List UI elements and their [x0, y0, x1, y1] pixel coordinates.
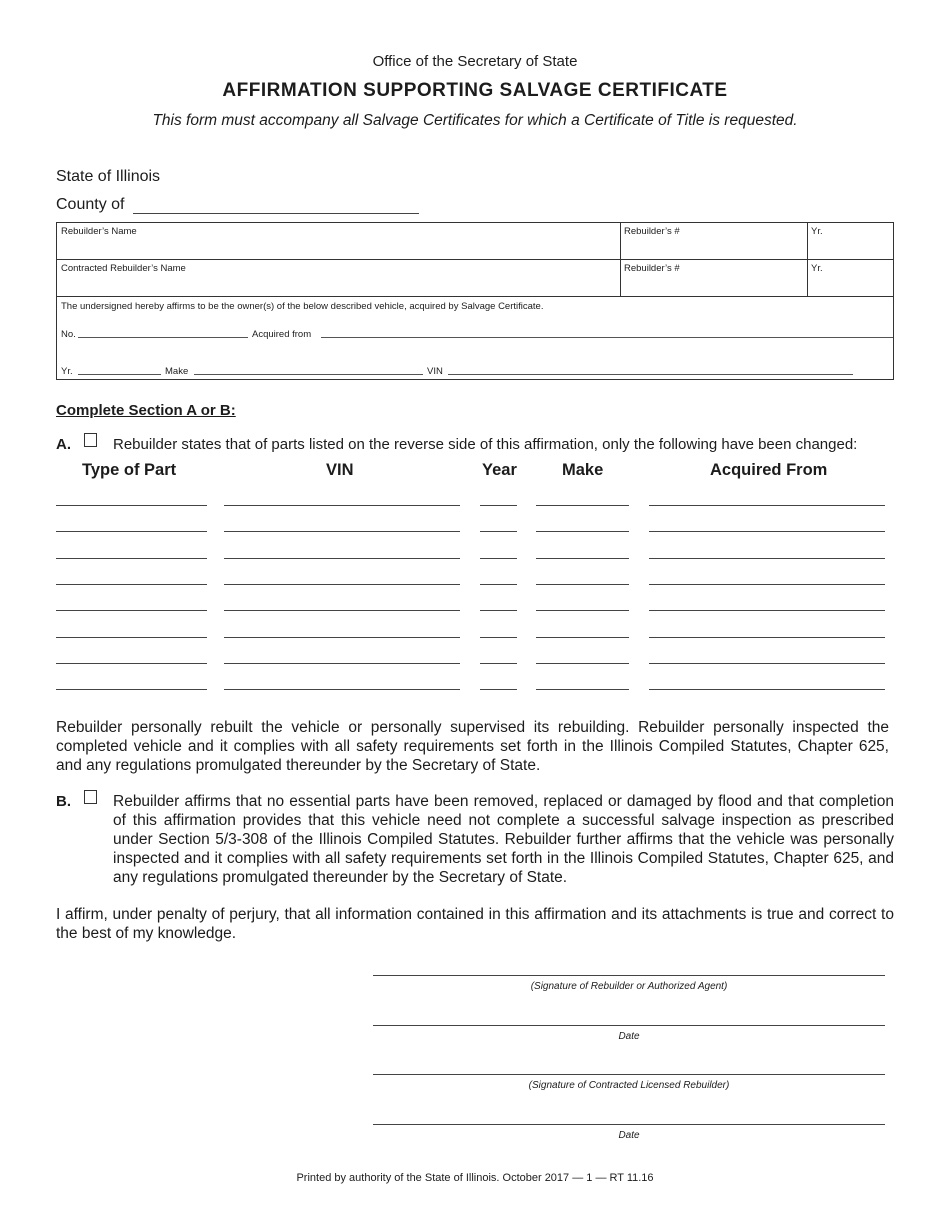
part-type-field[interactable]: [56, 505, 207, 506]
rebuilder-name-field[interactable]: Rebuilder’s Name: [61, 226, 137, 237]
part-year-field[interactable]: [480, 637, 517, 638]
part-year-field[interactable]: [480, 505, 517, 506]
part-type-field[interactable]: [56, 610, 207, 611]
part-type-field[interactable]: [56, 637, 207, 638]
rebuilder-number-field[interactable]: Rebuilder’s #: [624, 226, 680, 237]
section-instruction: Complete Section A or B:: [56, 402, 236, 419]
contracted-rebuilder-name-field[interactable]: Contracted Rebuilder’s Name: [61, 263, 186, 274]
part-make-field[interactable]: [536, 584, 629, 585]
part-vin-field[interactable]: [224, 531, 460, 532]
section-b-checkbox[interactable]: [84, 790, 97, 804]
part-type-field[interactable]: [56, 584, 207, 585]
part-type-field[interactable]: [56, 558, 207, 559]
county-field[interactable]: [133, 213, 419, 214]
make-label: Make: [165, 366, 189, 377]
vin-label: VIN: [427, 366, 443, 377]
perjury-affirmation: I affirm, under penalty of perjury, that all information contained in this affirmation and its attachments is true and correct to the best of my knowledge.: [56, 906, 894, 942]
part-vin-field[interactable]: [224, 558, 460, 559]
office-heading: Office of the Secretary of State: [372, 53, 578, 70]
part-make-field[interactable]: [536, 531, 629, 532]
section-b-letter: B.: [56, 793, 71, 810]
part-make-field[interactable]: [536, 505, 629, 506]
part-vin-field[interactable]: [224, 584, 460, 585]
col-acquired-from: Acquired From: [710, 461, 828, 479]
part-make-field[interactable]: [536, 689, 629, 690]
divider: [57, 296, 893, 297]
vehicle-year-field[interactable]: [78, 374, 161, 375]
part-make-field[interactable]: [536, 637, 629, 638]
vehicle-vin-field[interactable]: [448, 374, 853, 375]
part-year-field[interactable]: [480, 610, 517, 611]
col-type-of-part: Type of Part: [82, 461, 177, 479]
contracted-signature-caption: (Signature of Contracted Licensed Rebuilder): [528, 1080, 730, 1091]
rebuilt-statement: Rebuilder personally rebuilt the vehicle or personally supervised its rebuilding. Rebuilder personally inspected the completed vehicle and it complies with all safety requirements set forth in the Illinois Compiled Statutes, Chapter 625, and any regulations promulgated thereunder by the Secretary of State.: [56, 719, 889, 774]
rebuilder-info-box: [56, 222, 894, 380]
part-acquired-from-field[interactable]: [649, 531, 885, 532]
rebuilder-signature-field[interactable]: [373, 975, 885, 976]
part-year-field[interactable]: [480, 558, 517, 559]
divider: [57, 259, 893, 260]
part-acquired-from-field[interactable]: [649, 637, 885, 638]
date-field-1[interactable]: [373, 1025, 885, 1026]
contracted-rebuilder-number-field[interactable]: Rebuilder’s #: [624, 263, 680, 274]
acquired-from-field[interactable]: [321, 337, 893, 338]
part-vin-field[interactable]: [224, 663, 460, 664]
contracted-rebuilder-yr-field[interactable]: Yr.: [811, 263, 823, 274]
date-field-2[interactable]: [373, 1124, 885, 1125]
rebuilder-yr-field[interactable]: Yr.: [811, 226, 823, 237]
part-acquired-from-field[interactable]: [649, 558, 885, 559]
part-year-field[interactable]: [480, 584, 517, 585]
section-a-letter: A.: [56, 436, 71, 453]
contracted-signature-field[interactable]: [373, 1074, 885, 1075]
acquired-from-label: Acquired from: [252, 329, 312, 340]
no-label: No.: [61, 329, 76, 340]
section-b-text: Rebuilder affirms that no essential parts have been removed, replaced or damaged by flood and that completion of this affirmation provides that this vehicle need not complete a successful salvage inspection as prescribed under Section 5/3-308 of the Illinois Compiled Statutes. Rebuilder further affirms that the vehicle was personally inspected and it complies with all safety requirements set forth in the Illinois Compiled Statutes, Chapter 625, and any regulations promulgated thereunder by the Secretary of State.: [113, 793, 894, 886]
salvage-number-field[interactable]: [78, 337, 248, 338]
col-year: Year: [482, 461, 517, 479]
date-caption-1: Date: [618, 1031, 640, 1042]
state-label: State of Illinois: [56, 168, 161, 185]
part-acquired-from-field[interactable]: [649, 584, 885, 585]
col-make: Make: [562, 461, 604, 479]
part-year-field[interactable]: [480, 663, 517, 664]
vehicle-make-field[interactable]: [194, 374, 423, 375]
section-a-checkbox[interactable]: [84, 433, 97, 447]
section-a-text: Rebuilder states that of parts listed on the reverse side of this affirmation, only the following have been changed:: [113, 436, 858, 453]
form-subtitle: This form must accompany all Salvage Certificates for which a Certificate of Title is requested.: [152, 112, 798, 129]
part-vin-field[interactable]: [224, 637, 460, 638]
rebuilder-signature-caption: (Signature of Rebuilder or Authorized Agent): [530, 981, 728, 992]
part-vin-field[interactable]: [224, 610, 460, 611]
part-make-field[interactable]: [536, 558, 629, 559]
vehicle-yr-label: Yr.: [61, 366, 73, 377]
form-title: AFFIRMATION SUPPORTING SALVAGE CERTIFICATE: [222, 80, 728, 101]
part-make-field[interactable]: [536, 663, 629, 664]
part-year-field[interactable]: [480, 689, 517, 690]
ownership-statement: The undersigned hereby affirms to be the owner(s) of the below described vehicle, acquired by Salvage Certificate.: [61, 301, 544, 312]
date-caption-2: Date: [618, 1130, 640, 1141]
part-make-field[interactable]: [536, 610, 629, 611]
col-vin: VIN: [326, 461, 354, 479]
part-year-field[interactable]: [480, 531, 517, 532]
part-acquired-from-field[interactable]: [649, 663, 885, 664]
part-vin-field[interactable]: [224, 505, 460, 506]
county-label: County of: [56, 196, 125, 213]
footer-text: Printed by authority of the State of Illinois. October 2017 — 1 — RT 11.16: [296, 1172, 654, 1184]
part-type-field[interactable]: [56, 663, 207, 664]
part-acquired-from-field[interactable]: [649, 505, 885, 506]
part-type-field[interactable]: [56, 531, 207, 532]
part-acquired-from-field[interactable]: [649, 689, 885, 690]
part-acquired-from-field[interactable]: [649, 610, 885, 611]
part-vin-field[interactable]: [224, 689, 460, 690]
part-type-field[interactable]: [56, 689, 207, 690]
